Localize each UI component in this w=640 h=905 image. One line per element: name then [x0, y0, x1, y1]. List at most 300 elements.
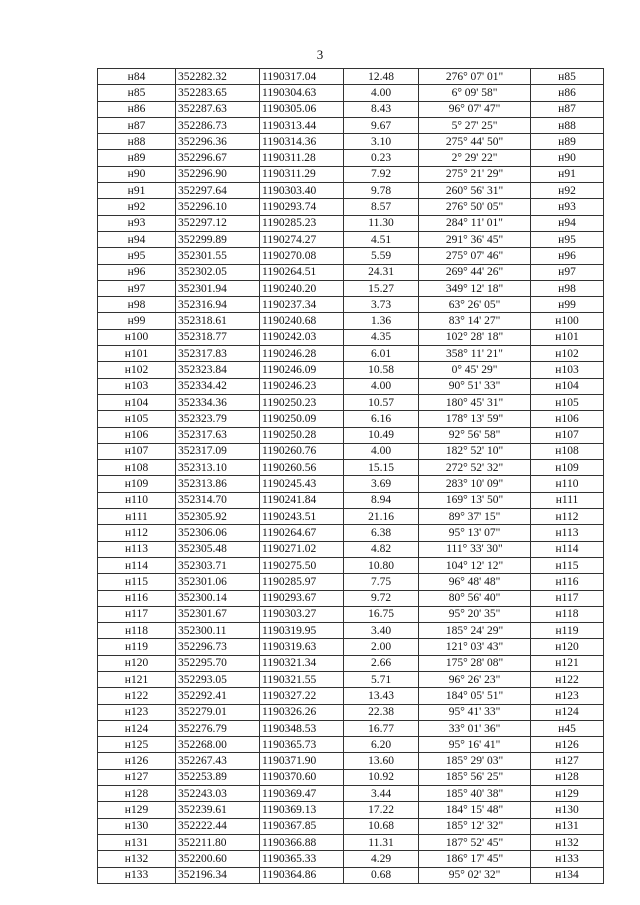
next-point-cell: н133: [531, 851, 604, 867]
next-point-cell: н100: [531, 313, 604, 329]
table-row: [98, 134, 604, 150]
next-point-cell: н93: [531, 199, 604, 215]
table-row: [98, 69, 604, 85]
y-coordinate-cell: 1190285.97: [260, 574, 344, 590]
distance-cell: 4.29: [344, 851, 419, 867]
next-point-cell: н108: [531, 443, 604, 459]
point-id-cell: н92: [98, 199, 176, 215]
next-point-cell: н105: [531, 394, 604, 410]
next-point-cell: н45: [531, 720, 604, 736]
next-point-cell: н90: [531, 150, 604, 166]
distance-cell: 2.66: [344, 655, 419, 671]
distance-cell: 22.38: [344, 704, 419, 720]
next-point-cell: н109: [531, 460, 604, 476]
x-coordinate-cell: 352296.36: [176, 134, 260, 150]
y-coordinate-cell: 1190366.88: [260, 834, 344, 850]
direction-angle-cell: 178° 13' 59": [419, 411, 531, 427]
x-coordinate-cell: 352299.89: [176, 231, 260, 247]
x-coordinate-cell: 352305.48: [176, 541, 260, 557]
table-row: [98, 867, 604, 883]
point-id-cell: н116: [98, 590, 176, 606]
x-coordinate-cell: 352296.10: [176, 199, 260, 215]
next-point-cell: н115: [531, 557, 604, 573]
next-point-cell: н122: [531, 671, 604, 687]
point-id-cell: н103: [98, 378, 176, 394]
table-row: [98, 248, 604, 264]
x-coordinate-cell: 352300.14: [176, 590, 260, 606]
next-point-cell: н114: [531, 541, 604, 557]
table-row: [98, 851, 604, 867]
x-coordinate-cell: 352243.03: [176, 786, 260, 802]
next-point-cell: н106: [531, 411, 604, 427]
point-id-cell: н90: [98, 166, 176, 182]
distance-cell: 16.77: [344, 720, 419, 736]
x-coordinate-cell: 352317.63: [176, 427, 260, 443]
x-coordinate-cell: 352296.90: [176, 166, 260, 182]
direction-angle-cell: 182° 52' 10": [419, 443, 531, 459]
direction-angle-cell: 185° 56' 25": [419, 769, 531, 785]
point-id-cell: н99: [98, 313, 176, 329]
y-coordinate-cell: 1190319.63: [260, 639, 344, 655]
x-coordinate-cell: 352200.60: [176, 851, 260, 867]
y-coordinate-cell: 1190246.09: [260, 362, 344, 378]
direction-angle-cell: 186° 17' 45": [419, 851, 531, 867]
distance-cell: 10.68: [344, 818, 419, 834]
table-row: [98, 346, 604, 362]
next-point-cell: н120: [531, 639, 604, 655]
point-id-cell: н133: [98, 867, 176, 883]
y-coordinate-cell: 1190240.20: [260, 280, 344, 296]
table-row: [98, 492, 604, 508]
point-id-cell: н114: [98, 557, 176, 573]
point-id-cell: н111: [98, 509, 176, 525]
distance-cell: 11.31: [344, 834, 419, 850]
next-point-cell: н116: [531, 574, 604, 590]
next-point-cell: н128: [531, 769, 604, 785]
point-id-cell: н105: [98, 411, 176, 427]
point-id-cell: н84: [98, 69, 176, 85]
table-row: [98, 443, 604, 459]
direction-angle-cell: 92° 56' 58": [419, 427, 531, 443]
x-coordinate-cell: 352297.64: [176, 183, 260, 199]
distance-cell: 21.16: [344, 509, 419, 525]
distance-cell: 0.23: [344, 150, 419, 166]
x-coordinate-cell: 352323.84: [176, 362, 260, 378]
direction-angle-cell: 80° 56' 40": [419, 590, 531, 606]
y-coordinate-cell: 1190240.68: [260, 313, 344, 329]
x-coordinate-cell: 352306.06: [176, 525, 260, 541]
point-id-cell: н91: [98, 183, 176, 199]
distance-cell: 4.51: [344, 231, 419, 247]
x-coordinate-cell: 352317.83: [176, 346, 260, 362]
y-coordinate-cell: 1190369.47: [260, 786, 344, 802]
x-coordinate-cell: 352292.41: [176, 688, 260, 704]
table-row: [98, 85, 604, 101]
y-coordinate-cell: 1190370.60: [260, 769, 344, 785]
table-row: [98, 460, 604, 476]
distance-cell: 15.27: [344, 280, 419, 296]
table-row: [98, 802, 604, 818]
table-row: [98, 574, 604, 590]
y-coordinate-cell: 1190369.13: [260, 802, 344, 818]
next-point-cell: н86: [531, 85, 604, 101]
direction-angle-cell: 185° 29' 03": [419, 753, 531, 769]
direction-angle-cell: 33° 01' 36": [419, 720, 531, 736]
x-coordinate-cell: 352239.61: [176, 802, 260, 818]
distance-cell: 10.57: [344, 394, 419, 410]
table-row: [98, 150, 604, 166]
x-coordinate-cell: 352268.00: [176, 737, 260, 753]
distance-cell: 10.92: [344, 769, 419, 785]
distance-cell: 15.15: [344, 460, 419, 476]
point-id-cell: н87: [98, 117, 176, 133]
distance-cell: 3.44: [344, 786, 419, 802]
table-row: [98, 557, 604, 573]
distance-cell: 5.71: [344, 671, 419, 687]
next-point-cell: н124: [531, 704, 604, 720]
x-coordinate-cell: 352296.67: [176, 150, 260, 166]
x-coordinate-cell: 352313.86: [176, 476, 260, 492]
next-point-cell: н98: [531, 280, 604, 296]
direction-angle-cell: 95° 41' 33": [419, 704, 531, 720]
distance-cell: 10.80: [344, 557, 419, 573]
next-point-cell: н107: [531, 427, 604, 443]
table-row: [98, 476, 604, 492]
direction-angle-cell: 0° 45' 29": [419, 362, 531, 378]
direction-angle-cell: 83° 14' 27": [419, 313, 531, 329]
table-row: [98, 639, 604, 655]
distance-cell: 7.92: [344, 166, 419, 182]
next-point-cell: н102: [531, 346, 604, 362]
y-coordinate-cell: 1190365.73: [260, 737, 344, 753]
x-coordinate-cell: 352267.43: [176, 753, 260, 769]
direction-angle-cell: 95° 16' 41": [419, 737, 531, 753]
x-coordinate-cell: 352334.36: [176, 394, 260, 410]
table-row: [98, 753, 604, 769]
y-coordinate-cell: 1190264.51: [260, 264, 344, 280]
table-row: [98, 671, 604, 687]
x-coordinate-cell: 352316.94: [176, 297, 260, 313]
distance-cell: 3.40: [344, 623, 419, 639]
distance-cell: 6.01: [344, 346, 419, 362]
y-coordinate-cell: 1190314.36: [260, 134, 344, 150]
table-row: [98, 704, 604, 720]
x-coordinate-cell: 352318.77: [176, 329, 260, 345]
next-point-cell: н119: [531, 623, 604, 639]
point-id-cell: н85: [98, 85, 176, 101]
next-point-cell: н110: [531, 476, 604, 492]
y-coordinate-cell: 1190245.43: [260, 476, 344, 492]
direction-angle-cell: 169° 13' 50": [419, 492, 531, 508]
distance-cell: 6.20: [344, 737, 419, 753]
y-coordinate-cell: 1190293.67: [260, 590, 344, 606]
y-coordinate-cell: 1190319.95: [260, 623, 344, 639]
y-coordinate-cell: 1190293.74: [260, 199, 344, 215]
next-point-cell: н95: [531, 231, 604, 247]
y-coordinate-cell: 1190275.50: [260, 557, 344, 573]
y-coordinate-cell: 1190327.22: [260, 688, 344, 704]
point-id-cell: н108: [98, 460, 176, 476]
distance-cell: 11.30: [344, 215, 419, 231]
table-row: [98, 509, 604, 525]
point-id-cell: н127: [98, 769, 176, 785]
distance-cell: 3.69: [344, 476, 419, 492]
table-row: [98, 818, 604, 834]
x-coordinate-cell: 352293.05: [176, 671, 260, 687]
y-coordinate-cell: 1190246.23: [260, 378, 344, 394]
table-row: [98, 362, 604, 378]
y-coordinate-cell: 1190304.63: [260, 85, 344, 101]
direction-angle-cell: 272° 52' 32": [419, 460, 531, 476]
point-id-cell: н98: [98, 297, 176, 313]
point-id-cell: н118: [98, 623, 176, 639]
point-id-cell: н131: [98, 834, 176, 850]
point-id-cell: н86: [98, 101, 176, 117]
next-point-cell: н134: [531, 867, 604, 883]
y-coordinate-cell: 1190260.76: [260, 443, 344, 459]
x-coordinate-cell: 352211.80: [176, 834, 260, 850]
y-coordinate-cell: 1190237.34: [260, 297, 344, 313]
next-point-cell: н89: [531, 134, 604, 150]
direction-angle-cell: 121° 03' 43": [419, 639, 531, 655]
y-coordinate-cell: 1190371.90: [260, 753, 344, 769]
table-row: [98, 590, 604, 606]
next-point-cell: н92: [531, 183, 604, 199]
direction-angle-cell: 90° 51' 33": [419, 378, 531, 394]
direction-angle-cell: 96° 48' 48": [419, 574, 531, 590]
table-row: [98, 606, 604, 622]
next-point-cell: н121: [531, 655, 604, 671]
y-coordinate-cell: 1190321.55: [260, 671, 344, 687]
table-row: [98, 720, 604, 736]
next-point-cell: н97: [531, 264, 604, 280]
distance-cell: 13.60: [344, 753, 419, 769]
x-coordinate-cell: 352253.89: [176, 769, 260, 785]
y-coordinate-cell: 1190250.23: [260, 394, 344, 410]
y-coordinate-cell: 1190364.86: [260, 867, 344, 883]
distance-cell: 6.38: [344, 525, 419, 541]
next-point-cell: н118: [531, 606, 604, 622]
point-id-cell: н128: [98, 786, 176, 802]
y-coordinate-cell: 1190365.33: [260, 851, 344, 867]
distance-cell: 9.78: [344, 183, 419, 199]
direction-angle-cell: 184° 05' 51": [419, 688, 531, 704]
point-id-cell: н121: [98, 671, 176, 687]
next-point-cell: н87: [531, 101, 604, 117]
point-id-cell: н95: [98, 248, 176, 264]
x-coordinate-cell: 352283.65: [176, 85, 260, 101]
y-coordinate-cell: 1190260.56: [260, 460, 344, 476]
x-coordinate-cell: 352314.70: [176, 492, 260, 508]
y-coordinate-cell: 1190243.51: [260, 509, 344, 525]
point-id-cell: н97: [98, 280, 176, 296]
y-coordinate-cell: 1190311.29: [260, 166, 344, 182]
direction-angle-cell: 95° 13' 07": [419, 525, 531, 541]
point-id-cell: н94: [98, 231, 176, 247]
point-id-cell: н110: [98, 492, 176, 508]
direction-angle-cell: 102° 28' 18": [419, 329, 531, 345]
direction-angle-cell: 284° 11' 01": [419, 215, 531, 231]
next-point-cell: н96: [531, 248, 604, 264]
x-coordinate-cell: 352317.09: [176, 443, 260, 459]
table-row: [98, 394, 604, 410]
x-coordinate-cell: 352296.73: [176, 639, 260, 655]
y-coordinate-cell: 1190250.28: [260, 427, 344, 443]
direction-angle-cell: 275° 07' 46": [419, 248, 531, 264]
next-point-cell: н85: [531, 69, 604, 85]
direction-angle-cell: 291° 36' 45": [419, 231, 531, 247]
point-id-cell: н88: [98, 134, 176, 150]
point-id-cell: н109: [98, 476, 176, 492]
direction-angle-cell: 111° 33' 30": [419, 541, 531, 557]
direction-angle-cell: 275° 21' 29": [419, 166, 531, 182]
point-id-cell: н126: [98, 753, 176, 769]
distance-cell: 12.48: [344, 69, 419, 85]
distance-cell: 10.58: [344, 362, 419, 378]
distance-cell: 16.75: [344, 606, 419, 622]
point-id-cell: н96: [98, 264, 176, 280]
table-row: [98, 117, 604, 133]
distance-cell: 7.75: [344, 574, 419, 590]
table-row: [98, 264, 604, 280]
x-coordinate-cell: 352302.05: [176, 264, 260, 280]
distance-cell: 3.10: [344, 134, 419, 150]
y-coordinate-cell: 1190246.28: [260, 346, 344, 362]
table-row: [98, 834, 604, 850]
direction-angle-cell: 184° 15' 48": [419, 802, 531, 818]
direction-angle-cell: 276° 50' 05": [419, 199, 531, 215]
distance-cell: 8.57: [344, 199, 419, 215]
direction-angle-cell: 185° 24' 29": [419, 623, 531, 639]
table-row: [98, 329, 604, 345]
table-row: [98, 737, 604, 753]
point-id-cell: н120: [98, 655, 176, 671]
distance-cell: 8.94: [344, 492, 419, 508]
y-coordinate-cell: 1190313.44: [260, 117, 344, 133]
point-id-cell: н129: [98, 802, 176, 818]
point-id-cell: н132: [98, 851, 176, 867]
x-coordinate-cell: 352300.11: [176, 623, 260, 639]
distance-cell: 5.59: [344, 248, 419, 264]
point-id-cell: н93: [98, 215, 176, 231]
point-id-cell: н123: [98, 704, 176, 720]
table-row: [98, 769, 604, 785]
y-coordinate-cell: 1190270.08: [260, 248, 344, 264]
point-id-cell: н89: [98, 150, 176, 166]
x-coordinate-cell: 352334.42: [176, 378, 260, 394]
direction-angle-cell: 96° 07' 47": [419, 101, 531, 117]
table-row: [98, 313, 604, 329]
distance-cell: 4.82: [344, 541, 419, 557]
table-row: [98, 280, 604, 296]
table-body: [98, 69, 604, 884]
distance-cell: 10.49: [344, 427, 419, 443]
x-coordinate-cell: 352313.10: [176, 460, 260, 476]
y-coordinate-cell: 1190311.28: [260, 150, 344, 166]
distance-cell: 24.31: [344, 264, 419, 280]
point-id-cell: н130: [98, 818, 176, 834]
y-coordinate-cell: 1190326.26: [260, 704, 344, 720]
next-point-cell: н101: [531, 329, 604, 345]
direction-angle-cell: 89° 37' 15": [419, 509, 531, 525]
point-id-cell: н101: [98, 346, 176, 362]
next-point-cell: н126: [531, 737, 604, 753]
table-row: [98, 231, 604, 247]
y-coordinate-cell: 1190305.06: [260, 101, 344, 117]
direction-angle-cell: 283° 10' 09": [419, 476, 531, 492]
point-id-cell: н106: [98, 427, 176, 443]
direction-angle-cell: 349° 12' 18": [419, 280, 531, 296]
table-row: [98, 166, 604, 182]
y-coordinate-cell: 1190242.03: [260, 329, 344, 345]
point-id-cell: н125: [98, 737, 176, 753]
next-point-cell: н132: [531, 834, 604, 850]
y-coordinate-cell: 1190317.04: [260, 69, 344, 85]
point-id-cell: н100: [98, 329, 176, 345]
distance-cell: 4.00: [344, 85, 419, 101]
distance-cell: 9.72: [344, 590, 419, 606]
direction-angle-cell: 185° 40' 38": [419, 786, 531, 802]
next-point-cell: н131: [531, 818, 604, 834]
point-id-cell: н117: [98, 606, 176, 622]
next-point-cell: н117: [531, 590, 604, 606]
next-point-cell: н129: [531, 786, 604, 802]
x-coordinate-cell: 352279.01: [176, 704, 260, 720]
direction-angle-cell: 5° 27' 25": [419, 117, 531, 133]
distance-cell: 4.35: [344, 329, 419, 345]
distance-cell: 8.43: [344, 101, 419, 117]
table-row: [98, 427, 604, 443]
next-point-cell: н113: [531, 525, 604, 541]
y-coordinate-cell: 1190303.27: [260, 606, 344, 622]
x-coordinate-cell: 352301.67: [176, 606, 260, 622]
distance-cell: 17.22: [344, 802, 419, 818]
direction-angle-cell: 260° 56' 31": [419, 183, 531, 199]
table-row: [98, 101, 604, 117]
direction-angle-cell: 269° 44' 26": [419, 264, 531, 280]
direction-angle-cell: 187° 52' 45": [419, 834, 531, 850]
x-coordinate-cell: 352276.79: [176, 720, 260, 736]
y-coordinate-cell: 1190348.53: [260, 720, 344, 736]
distance-cell: 4.00: [344, 378, 419, 394]
table-row: [98, 411, 604, 427]
y-coordinate-cell: 1190303.40: [260, 183, 344, 199]
distance-cell: 4.00: [344, 443, 419, 459]
x-coordinate-cell: 352287.63: [176, 101, 260, 117]
y-coordinate-cell: 1190274.27: [260, 231, 344, 247]
direction-angle-cell: 180° 45' 31": [419, 394, 531, 410]
point-id-cell: н124: [98, 720, 176, 736]
distance-cell: 9.67: [344, 117, 419, 133]
direction-angle-cell: 63° 26' 05": [419, 297, 531, 313]
point-id-cell: н122: [98, 688, 176, 704]
table-row: [98, 786, 604, 802]
x-coordinate-cell: 352301.55: [176, 248, 260, 264]
direction-angle-cell: 358° 11' 21": [419, 346, 531, 362]
distance-cell: 1.36: [344, 313, 419, 329]
table-row: [98, 215, 604, 231]
table-row: [98, 623, 604, 639]
next-point-cell: н112: [531, 509, 604, 525]
y-coordinate-cell: 1190321.34: [260, 655, 344, 671]
direction-angle-cell: 175° 28' 08": [419, 655, 531, 671]
next-point-cell: н88: [531, 117, 604, 133]
x-coordinate-cell: 352295.70: [176, 655, 260, 671]
direction-angle-cell: 275° 44' 50": [419, 134, 531, 150]
x-coordinate-cell: 352286.73: [176, 117, 260, 133]
point-id-cell: н113: [98, 541, 176, 557]
table-row: [98, 183, 604, 199]
